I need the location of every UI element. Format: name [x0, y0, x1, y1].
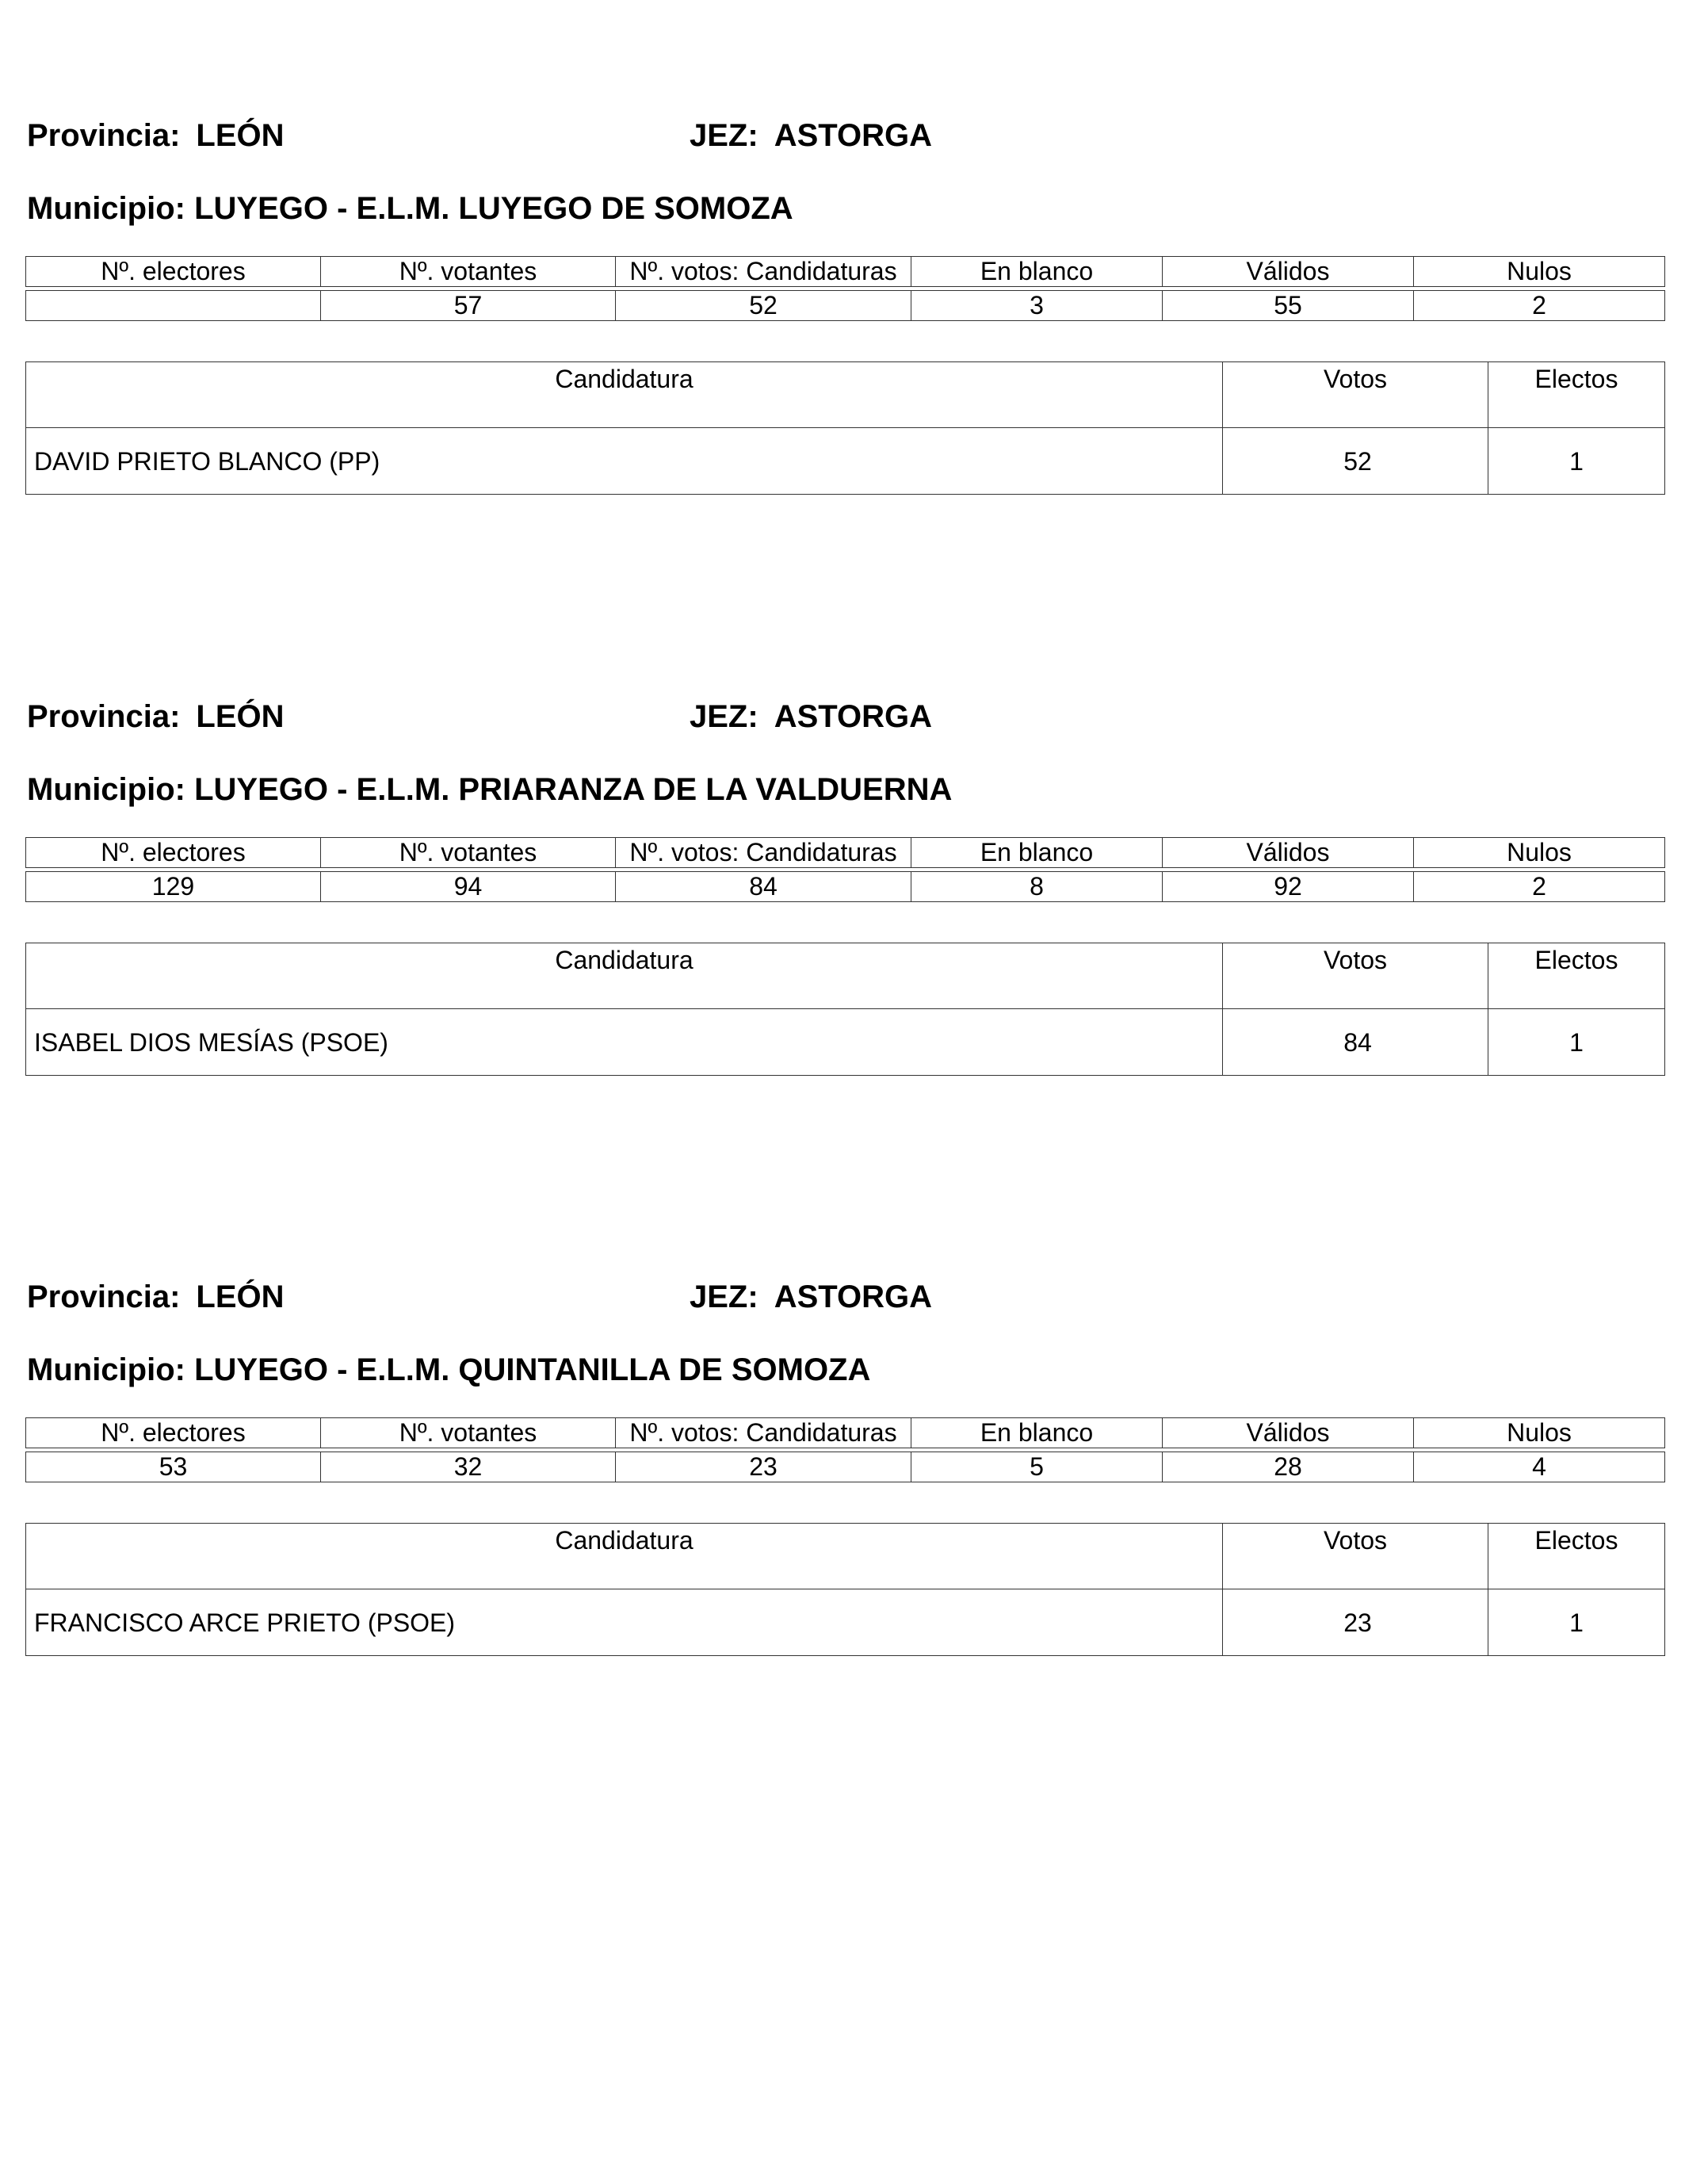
- cand-header-electos: Electos: [1488, 1524, 1665, 1589]
- stats-header-row: [26, 838, 1665, 868]
- stats-header-votos-candidaturas: Nº. votos: Candidaturas: [616, 838, 911, 868]
- result-block-luyego-de-somoza: [25, 103, 1664, 499]
- stats-value-row: [26, 1452, 1665, 1482]
- candidates-table: [25, 1523, 1665, 1656]
- jez-label: JEZ:: [690, 699, 758, 734]
- candidate-votos: 23: [1223, 1589, 1488, 1656]
- jez-value: ASTORGA: [774, 1279, 932, 1314]
- stats-value-votos-candidaturas: 23: [616, 1452, 911, 1482]
- provincia-header: [27, 116, 285, 155]
- stats-value-row: [26, 872, 1665, 902]
- stats-value-votantes: 57: [321, 291, 616, 321]
- candidates-header-row: [26, 362, 1665, 428]
- candidate-votos: 84: [1223, 1009, 1488, 1076]
- stats-value-electores: [26, 291, 321, 321]
- stats-value-en-blanco: 3: [911, 291, 1163, 321]
- provincia-value: LEÓN: [196, 118, 285, 153]
- municipio-title: Municipio: LUYEGO - E.L.M. LUYEGO DE SOMOZA: [27, 191, 793, 226]
- cand-header-votos: Votos: [1223, 362, 1488, 428]
- stats-header-votos-candidaturas: Nº. votos: Candidaturas: [616, 1418, 911, 1448]
- jez-header: [690, 116, 932, 155]
- candidate-votos: 52: [1223, 428, 1488, 495]
- jez-label: JEZ:: [690, 1279, 758, 1314]
- stats-header-nulos: Nulos: [1414, 257, 1665, 287]
- candidate-name: DAVID PRIETO BLANCO (PP): [26, 428, 1223, 495]
- candidate-name: ISABEL DIOS MESÍAS (PSOE): [26, 1009, 1223, 1076]
- provincia-label: Provincia:: [27, 699, 181, 734]
- stats-header-electores: Nº. electores: [26, 1418, 321, 1448]
- stats-value-nulos: 2: [1414, 291, 1665, 321]
- stats-value-validos: 92: [1163, 872, 1414, 902]
- stats-header-validos: Válidos: [1163, 838, 1414, 868]
- candidate-electos: 1: [1488, 428, 1665, 495]
- table-row: [26, 428, 1665, 495]
- candidates-table: [25, 943, 1665, 1076]
- result-block-priaranza-de-la-valduerna: [25, 684, 1664, 1081]
- result-block-quintanilla-de-somoza: [25, 1264, 1664, 1661]
- municipio-title: Municipio: LUYEGO - E.L.M. QUINTANILLA DE SOMOZA: [27, 1352, 871, 1387]
- candidates-header-row: [26, 943, 1665, 1009]
- stats-header-electores: Nº. electores: [26, 838, 321, 868]
- candidates-table: [25, 361, 1665, 495]
- stats-value-validos: 28: [1163, 1452, 1414, 1482]
- stats-header-votantes: Nº. votantes: [321, 838, 616, 868]
- stats-header-electores: Nº. electores: [26, 257, 321, 287]
- stats-header-row: [26, 257, 1665, 287]
- jez-header: [690, 1277, 932, 1317]
- jez-value: ASTORGA: [774, 118, 932, 153]
- candidate-electos: 1: [1488, 1589, 1665, 1656]
- provincia-label: Provincia:: [27, 118, 181, 153]
- stats-value-votos-candidaturas: 52: [616, 291, 911, 321]
- provincia-value: LEÓN: [196, 1279, 285, 1314]
- stats-value-row: [26, 291, 1665, 321]
- provincia-header: [27, 697, 285, 736]
- candidates-header-row: [26, 1524, 1665, 1589]
- cand-header-electos: Electos: [1488, 943, 1665, 1009]
- stats-value-votos-candidaturas: 84: [616, 872, 911, 902]
- stats-value-votantes: 32: [321, 1452, 616, 1482]
- stats-value-votantes: 94: [321, 872, 616, 902]
- jez-value: ASTORGA: [774, 699, 932, 734]
- stats-value-validos: 55: [1163, 291, 1414, 321]
- stats-header-row: [26, 1418, 1665, 1448]
- stats-header-nulos: Nulos: [1414, 1418, 1665, 1448]
- stats-value-electores: 129: [26, 872, 321, 902]
- stats-value-en-blanco: 5: [911, 1452, 1163, 1482]
- stats-header-validos: Válidos: [1163, 1418, 1414, 1448]
- jez-header: [690, 697, 932, 736]
- stats-header-votos-candidaturas: Nº. votos: Candidaturas: [616, 257, 911, 287]
- stats-value-nulos: 2: [1414, 872, 1665, 902]
- stats-header-nulos: Nulos: [1414, 838, 1665, 868]
- stats-header-votantes: Nº. votantes: [321, 1418, 616, 1448]
- cand-header-electos: Electos: [1488, 362, 1665, 428]
- stats-table: [25, 256, 1665, 321]
- cand-header-votos: Votos: [1223, 943, 1488, 1009]
- cand-header-candidatura: Candidatura: [26, 943, 1223, 1009]
- stats-value-nulos: 4: [1414, 1452, 1665, 1482]
- stats-header-en-blanco: En blanco: [911, 1418, 1163, 1448]
- stats-header-validos: Válidos: [1163, 257, 1414, 287]
- municipio-title: Municipio: LUYEGO - E.L.M. PRIARANZA DE LA VALDUERNA: [27, 772, 953, 807]
- stats-value-en-blanco: 8: [911, 872, 1163, 902]
- table-row: [26, 1589, 1665, 1656]
- stats-header-en-blanco: En blanco: [911, 838, 1163, 868]
- cand-header-candidatura: Candidatura: [26, 1524, 1223, 1589]
- cand-header-votos: Votos: [1223, 1524, 1488, 1589]
- candidate-electos: 1: [1488, 1009, 1665, 1076]
- stats-header-votantes: Nº. votantes: [321, 257, 616, 287]
- stats-header-en-blanco: En blanco: [911, 257, 1163, 287]
- provincia-header: [27, 1277, 285, 1317]
- cand-header-candidatura: Candidatura: [26, 362, 1223, 428]
- table-row: [26, 1009, 1665, 1076]
- jez-label: JEZ:: [690, 118, 758, 153]
- stats-table: [25, 837, 1665, 902]
- stats-value-electores: 53: [26, 1452, 321, 1482]
- candidate-name: FRANCISCO ARCE PRIETO (PSOE): [26, 1589, 1223, 1656]
- stats-table: [25, 1417, 1665, 1482]
- provincia-value: LEÓN: [196, 699, 285, 734]
- provincia-label: Provincia:: [27, 1279, 181, 1314]
